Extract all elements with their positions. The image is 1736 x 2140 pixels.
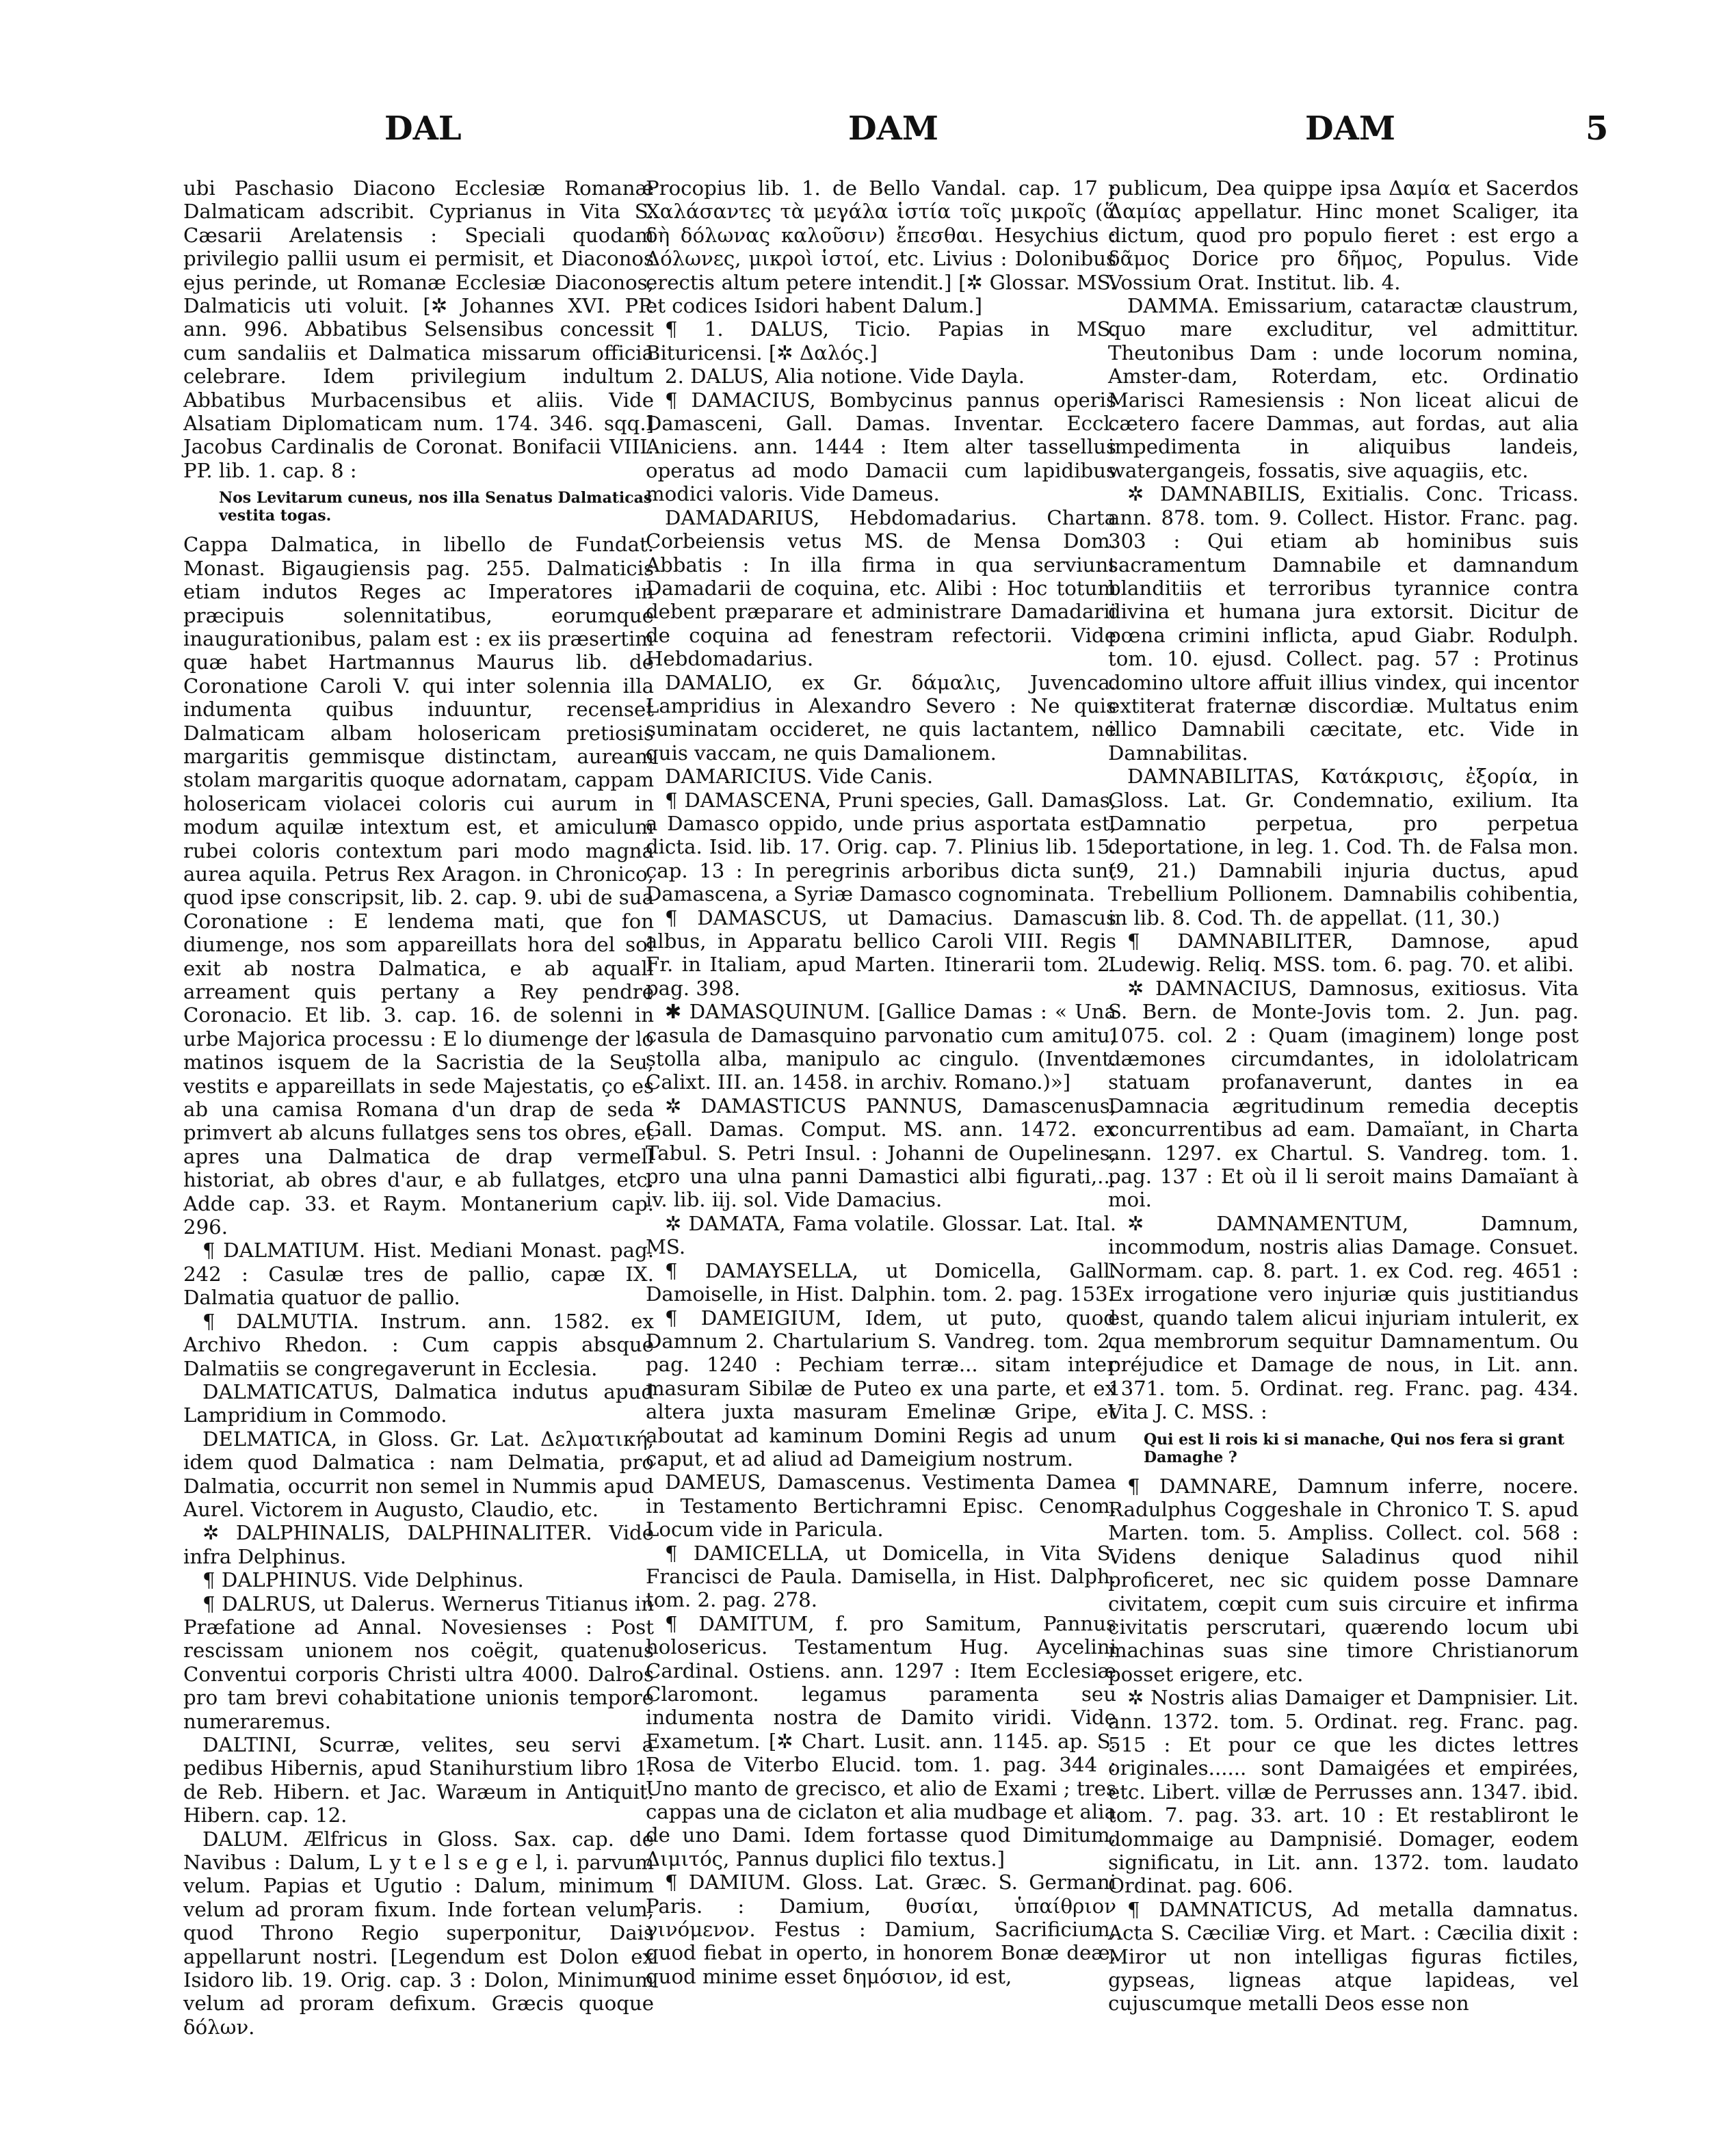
text-column-3 bbox=[1108, 176, 1579, 2016]
dictionary-entry: ¶ DAMNARE, Damnum inferre, nocere. Radulphus Coggeshale in Chronico T. S. apud Marten. tom. 5. Ampliss. Collect. col. 568 : Videns denique Saladinus quod nihil proficeret, nec sic quidem posse Damnare civitatem, cœpit cum suis circuire et infirma civitatis perscrutari, quærendo locum ubi machinas suas sine timore Christianorum posset erigere, etc. bbox=[1108, 1474, 1579, 1686]
dictionary-entry: DELMATICA, in Gloss. Gr. Lat. Δελματική, idem quod Dalmatica : nam Delmatia, pro Dalmatia, occurrit non semel in Nummis apud Aurel. Victorem in Augusto, Claudio, etc. bbox=[183, 1427, 654, 1521]
verse-quotation: Qui est li rois ki si manache, Qui nos fera si grant Damaghe ? bbox=[1144, 1430, 1565, 1466]
dictionary-entry: ¶ DALMUTIA. Instrum. ann. 1582. ex Archivo Rhedon. : Cum cappis absque Dalmatiis se congregaverunt in Ecclesia. bbox=[183, 1309, 654, 1380]
dictionary-entry: DAMADARIUS, Hebdomadarius. Charta Corbeiensis vetus MS. de Mensa Dom. Abbatis : In illa firma in qua serviunt Damadarii de coquina, etc. Alibi : Hoc totum debent præparare et administrare Damadarii de coquina ad fenestram refectorii. Vide Hebdomadarius. bbox=[646, 505, 1116, 671]
dictionary-entry: ¶ DAMACIUS, Bombycinus pannus operis Damasceni, Gall. Damas. Inventar. Eccl. Aniciens. ann. 1444 : Item alter tassellus operatus ad modo Damacii cum lapidibus modici valoris. Vide Dameus. bbox=[646, 388, 1116, 506]
dictionary-entry: ¶ DAMITUM, f. pro Samitum, Pannus holosericus. Testamentum Hug. Aycelini Cardinal. Ostiens. ann. 1297 : Item Ecclesiæ Claromont. legamus paramenta seu indumenta nostra de Damito viridi. Vide Exametum. [✲ Chart. Lusit. ann. 1145. ap. S. Rosa de Viterbo Elucid. tom. 1. pag. 344 : Uno manto de grecisco, et alio de Exami ; tres cappas una de ciclaton et alia mudbage et alia de uno Dami. Idem fortasse quod Dimitum, Διμιτός, Pannus duplici filo textus.] bbox=[646, 1611, 1116, 1871]
header-guide-word-left: DAL bbox=[384, 109, 462, 148]
dictionary-entry: ✲ DALPHINALIS, DALPHINALITER. Vide infra Delphinus. bbox=[183, 1521, 654, 1568]
text-column-1 bbox=[183, 176, 654, 2039]
text-column-2 bbox=[646, 176, 1116, 1988]
dictionary-entry: ✲ DAMNACIUS, Damnosus, exitiosus. Vita S. Bern. de Monte-Jovis tom. 2. Jun. pag. 1075. col. 2 : Quam (imaginem) longe post dæmones circumdantes, in idololatricam statuam profanaverunt, dantes in ea Damnacia ægritudinum remedia deceptis concurrentibus ad eam. Damaïant, in Charta ann. 1297. ex Chartul. S. Vandreg. tom. 1. pag. 137 : Et où il li seroit mains Damaïant à moi. bbox=[1108, 976, 1579, 1212]
dictionary-entry: ✲ DAMASTICUS PANNUS, Damascenus, Gall. Damas. Comput. MS. ann. 1472. ex Tabul. S. Petri Insul. : Johanni de Oupelines, pro una ulna panni Damastici albi figurati,... iv. lib. iij. sol. Vide Damacius. bbox=[646, 1094, 1116, 1212]
dictionary-entry: publicum, Dea quippe ipsa Δαμία et Sacerdos Δαμίας appellatur. Hinc monet Scaliger, ita dictum, quod pro populo fieret : est ergo a δᾶμος Dorice pro δῆμος, Populus. Vide Vossium Orat. Institut. lib. 4. bbox=[1108, 176, 1579, 294]
dictionary-entry: ✲ DAMNABILIS, Exitialis. Conc. Tricass. ann. 878. tom. 9. Collect. Histor. Franc. pag. 303 : Qui etiam ab hominibus suis sacramentum Damnabile et damnandum blanditiis et terroribus tyrannice contra divina et humana jura extorsit. Dicitur de pœna crimini inflicta, apud Giabr. Rodulph. tom. 10. ejusd. Collect. pag. 57 : Protinus domino ultore affuit illius vindex, qui incentor extiterat fraternæ discordiæ. Multatus enim illico Damnabili cæcitate, etc. Vide in Damnabilitas. bbox=[1108, 482, 1579, 765]
dictionary-entry: ¶ DAMEIGIUM, Idem, ut puto, quod Damnum 2. Chartularium S. Vandreg. tom. 2. pag. 1240 : Pechiam terræ... sitam inter masuram Sibilæ de Puteo ex una parte, et ex altera juxta masuram Emelinæ Gripe, et aboutat ad kaminum Domini Regis ad unum caput, et ad aliud ad Dameigium nostrum. bbox=[646, 1306, 1116, 1470]
dictionary-entry: ¶ 1. DALUS, Ticio. Papias in MS. Bituricensi. [✲ Δαλός.] bbox=[646, 317, 1116, 365]
dictionary-entry: DALUM. Ælfricus in Gloss. Sax. cap. de Navibus : Dalum, L y t e l s e g e l, i. parvum velum. Papias et Ugutio : Dalum, minimum velum ad proram fixum. Inde fortean velum, quod Throno Regio superponitur, Dais appellarunt nostri. [Legendum est Dolon ex Isidoro lib. 19. Orig. cap. 3 : Dolon, Minimum velum ad proram defixum. Græcis quoque δόλων. bbox=[183, 1827, 654, 2039]
dictionary-entry: ubi Paschasio Diacono Ecclesiæ Romanæ Dalmaticam adscribit. Cyprianus in Vita S. Cæsarii Arelatensis : Speciali quodam privilegio pallii usum ei permisit, et Diaconos ejus perinde, ut Romanæ Ecclesiæ Diaconos, Dalmaticis uti voluit. [✲ Johannes XVI. PP. ann. 996. Abbatibus Selsensibus concessit cum sandaliis et Dalmatica missarum officia celebrare. Idem privilegium indultum Abbatibus Murbacensibus et aliis. Vide Alsatiam Diplomaticam num. 174. 346. sqq.] Jacobus Cardinalis de Coronat. Bonifacii VIII. PP. lib. 1. cap. 8 : bbox=[183, 176, 654, 482]
dictionary-entry: Cappa Dalmatica, in libello de Fundat. Monast. Bigaugiensis pag. 255. Dalmaticis etiam indutos Reges ac Imperatores in præcipuis solennitatibus, eorumque inaugurationibus, palam est : ex iis præsertim quæ habet Hartmannus Maurus lib. de Coronatione Caroli V. qui inter solennia illa indumenta quibus induuntur, recenset Dalmaticam albam holosericam pretiosis margaritis gemmisque distinctam, auream stolam margaritis quoque adornatam, cappam holosericam violacei coloris cui aurum in modum aquilæ intextum est, et amiculum rubei coloris contextum pari modo magna aurea aquila. Petrus Rex Aragon. in Chronico, quod ipse conscripsit, lib. 2. cap. 9. ubi de sua Coronatione : E lendema mati, que fon diumenge, nos som appareillats hora del sol exit ab nostra Dalmatica, e ab aquall arreament quis pertany a Rey pendre Coronacio. Et lib. 3. cap. 16. de solenni in urbe Majorica processu : E lo diumenge der lo matinos isquem de la Sacristia de la Seu, vestits e appareillats in sede Majestatis, ço es ab una camisa Romana d'un drap de seda primvert ab alcuns fullatges sens tos obres, et apres una Dalmatica de drap vermell historiat, ab obres d'aur, e ab fullatges, etc. Adde cap. 33. et Raym. Montanerium cap. 296. bbox=[183, 533, 654, 1239]
dictionary-entry: Procopius lib. 1. de Bello Vandal. cap. 17 : Χαλάσαντες τὰ μεγάλα ἱστία τοῖς μικροῖς (ἅ δὴ δόλωνας καλοῦσιν) ἔπεσθαι. Hesychius : Δόλωνες, μικροὶ ἱστοί, etc. Livius : Dolonibus erectis altum petere intendit.] [✲ Glossar. MS. et codices Isidori habent Dalum.] bbox=[646, 176, 1116, 318]
dictionary-entry: DAMNABILITAS, Κατάκρισις, ἐξορία, in Gloss. Lat. Gr. Condemnatio, exilium. Ita Damnatio perpetua, pro perpetua deportatione, in leg. 1. Cod. Th. de Falsa mon. (9, 21.) Damnabili injuria ductus, apud Trebellium Pollionem. Damnabilis cohibentia, in lib. 8. Cod. Th. de appellat. (11, 30.) bbox=[1108, 765, 1579, 929]
header-guide-word-middle: DAM bbox=[848, 109, 938, 148]
running-header bbox=[103, 108, 1620, 149]
dictionary-entry: ¶ DAMNATICUS, Ad metalla damnatus. Acta S. Cæciliæ Virg. et Mart. : Cæcilia dixit : Miror ut non intelligas figuras fictiles, gypseas, ligneas atque lapideas, vel cujuscumque metalli Deos esse non bbox=[1108, 1897, 1579, 2016]
verse-quotation: Nos Levitarum cuneus, nos illa Senatus Dalmaticas vestita togas. bbox=[219, 489, 653, 525]
dictionary-entry: ¶ DAMASCENA, Pruni species, Gall. Damas, a Damasco oppido, unde prius asportata est, dicta. Isid. lib. 17. Orig. cap. 7. Plinius lib. 15. cap. 13 : In peregrinis arboribus dicta sunt Damascena, a Syriæ Damasco cognominata. bbox=[646, 788, 1116, 906]
dictionary-entry: DAMARICIUS. Vide Canis. bbox=[665, 765, 934, 789]
dictionary-entry: ¶ DALRUS, ut Dalerus. Wernerus Titianus in Præfatione ad Annal. Novesienses : Post rescissam unionem nos coëgit, quatenus Conventui corporis Christi ultra 4000. Dalros pro tam brevi cohabitatione unionis tempore numeraremus. bbox=[183, 1591, 654, 1733]
dictionary-entry: ¶ DAMIUM. Gloss. Lat. Græc. S. Germani Paris. : Damium, θυσίαι, ὑπαίθριον γινόμενον. Festus : Damium, Sacrificium, quod fiebat in operto, in honorem Bonæ deæ, quod minime esset δημόσιον, id est, bbox=[646, 1871, 1116, 1988]
dictionary-entry: ¶ DALPHINUS. Vide Delphinus. bbox=[202, 1568, 524, 1592]
page-number: 5 bbox=[1586, 109, 1609, 148]
dictionary-entry: ¶ DALMATIUM. Hist. Mediani Monast. pag. 242 : Casulæ tres de pallio, capæ IX. Dalmatia quatuor de pallio. bbox=[183, 1239, 654, 1310]
dictionary-entry: ¶ DAMAYSELLA, ut Domicella, Gall. Damoiselle, in Hist. Dalphin. tom. 2. pag. 153. bbox=[646, 1258, 1116, 1306]
dictionary-entry: DAMEUS, Damascenus. Vestimenta Damea in Testamento Bertichramni Episc. Cenom. Locum vide in Paricula. bbox=[646, 1470, 1116, 1542]
dictionary-entry: ✲ Nostris alias Damaiger et Dampnisier. Lit. ann. 1372. tom. 5. Ordinat. reg. Franc. pag. 515 : Et pour ce que les dictes lettres originales...... sont Damaigées et empirées, etc. Libert. villæ de Perrusses ann. 1347. ibid. tom. 7. pag. 33. art. 10 : Et restabliront le dommaige au Dampnisié. Domager, eodem significatu, in Lit. ann. 1372. tom. laudato Ordinat. pag. 606. bbox=[1108, 1686, 1579, 1898]
header-guide-word-right: DAM bbox=[1305, 109, 1395, 148]
dictionary-entry: DAMMA. Emissarium, cataractæ claustrum, quo mare excluditur, vel admittitur. Theutonibus Dam : unde locorum nomina, Amster-dam, Roterdam, etc. Ordinatio Marisci Ramesiensis : Non liceat alicui de cætero facere Dammas, aut fordas, aut alia impedimenta in aliquibus landeis, watergangeis, fossatis, sive aquagiis, etc. bbox=[1108, 294, 1579, 482]
dictionary-entry: DAMALIO, ex Gr. δάμαλις, Juvenca. Lampridius in Alexandro Severo : Ne quis suminatam occideret, ne quis lactantem, ne quis vaccam, ne quis Damalionem. bbox=[646, 670, 1116, 765]
dictionary-entry: ¶ DAMICELLA, ut Domicella, in Vita S. Francisci de Paula. Damisella, in Hist. Dalph. tom. 2. pag. 278. bbox=[646, 1541, 1116, 1612]
dictionary-entry: DALTINI, Scurræ, velites, seu servi a pedibus Hibernis, apud Stanihurstium libro 1. de Reb. Hibern. et Jac. Waræum in Antiquit. Hibern. cap. 12. bbox=[183, 1733, 654, 1827]
dictionary-entry: ¶ DAMNABILITER, Damnose, apud Ludewig. Reliq. MSS. tom. 6. pag. 70. et alibi. bbox=[1108, 929, 1579, 977]
dictionary-entry: ✱ DAMASQUINUM. [Gallice Damas : « Una casula de Damasquino parvonatio cum amitu, stolla alba, manipulo ac cingulo. (Invent. Calixt. III. an. 1458. in archiv. Romano.)»] bbox=[646, 1000, 1116, 1094]
dictionary-entry: 2. DALUS, Alia notione. Vide Dayla. bbox=[665, 365, 1025, 388]
dictionary-entry: ¶ DAMASCUS, ut Damacius. Damascus albus, in Apparatu bellico Caroli VIII. Regis Fr. in Italiam, apud Marten. Itinerarii tom. 2. pag. 398. bbox=[646, 906, 1116, 1000]
dictionary-entry: ✲ DAMNAMENTUM, Damnum, incommodum, nostris alias Damage. Consuet. Normam. cap. 8. part. 1. ex Cod. reg. 4651 : Ex irrogatione vero injuriæ quis justitiandus est, quando talem alicui injuriam intulerit, ex qua membrorum sequitur Damnamentum. Ou préjudice et Damage de nous, in Lit. ann. 1371. tom. 5. Ordinat. reg. Franc. pag. 434. Vita J. C. MSS. : bbox=[1108, 1211, 1579, 1424]
dictionary-entry: ✲ DAMATA, Fama volatile. Glossar. Lat. Ital. MS. bbox=[646, 1211, 1116, 1259]
dictionary-entry: DALMATICATUS, Dalmatica indutus apud Lampridium in Commodo. bbox=[183, 1379, 654, 1427]
